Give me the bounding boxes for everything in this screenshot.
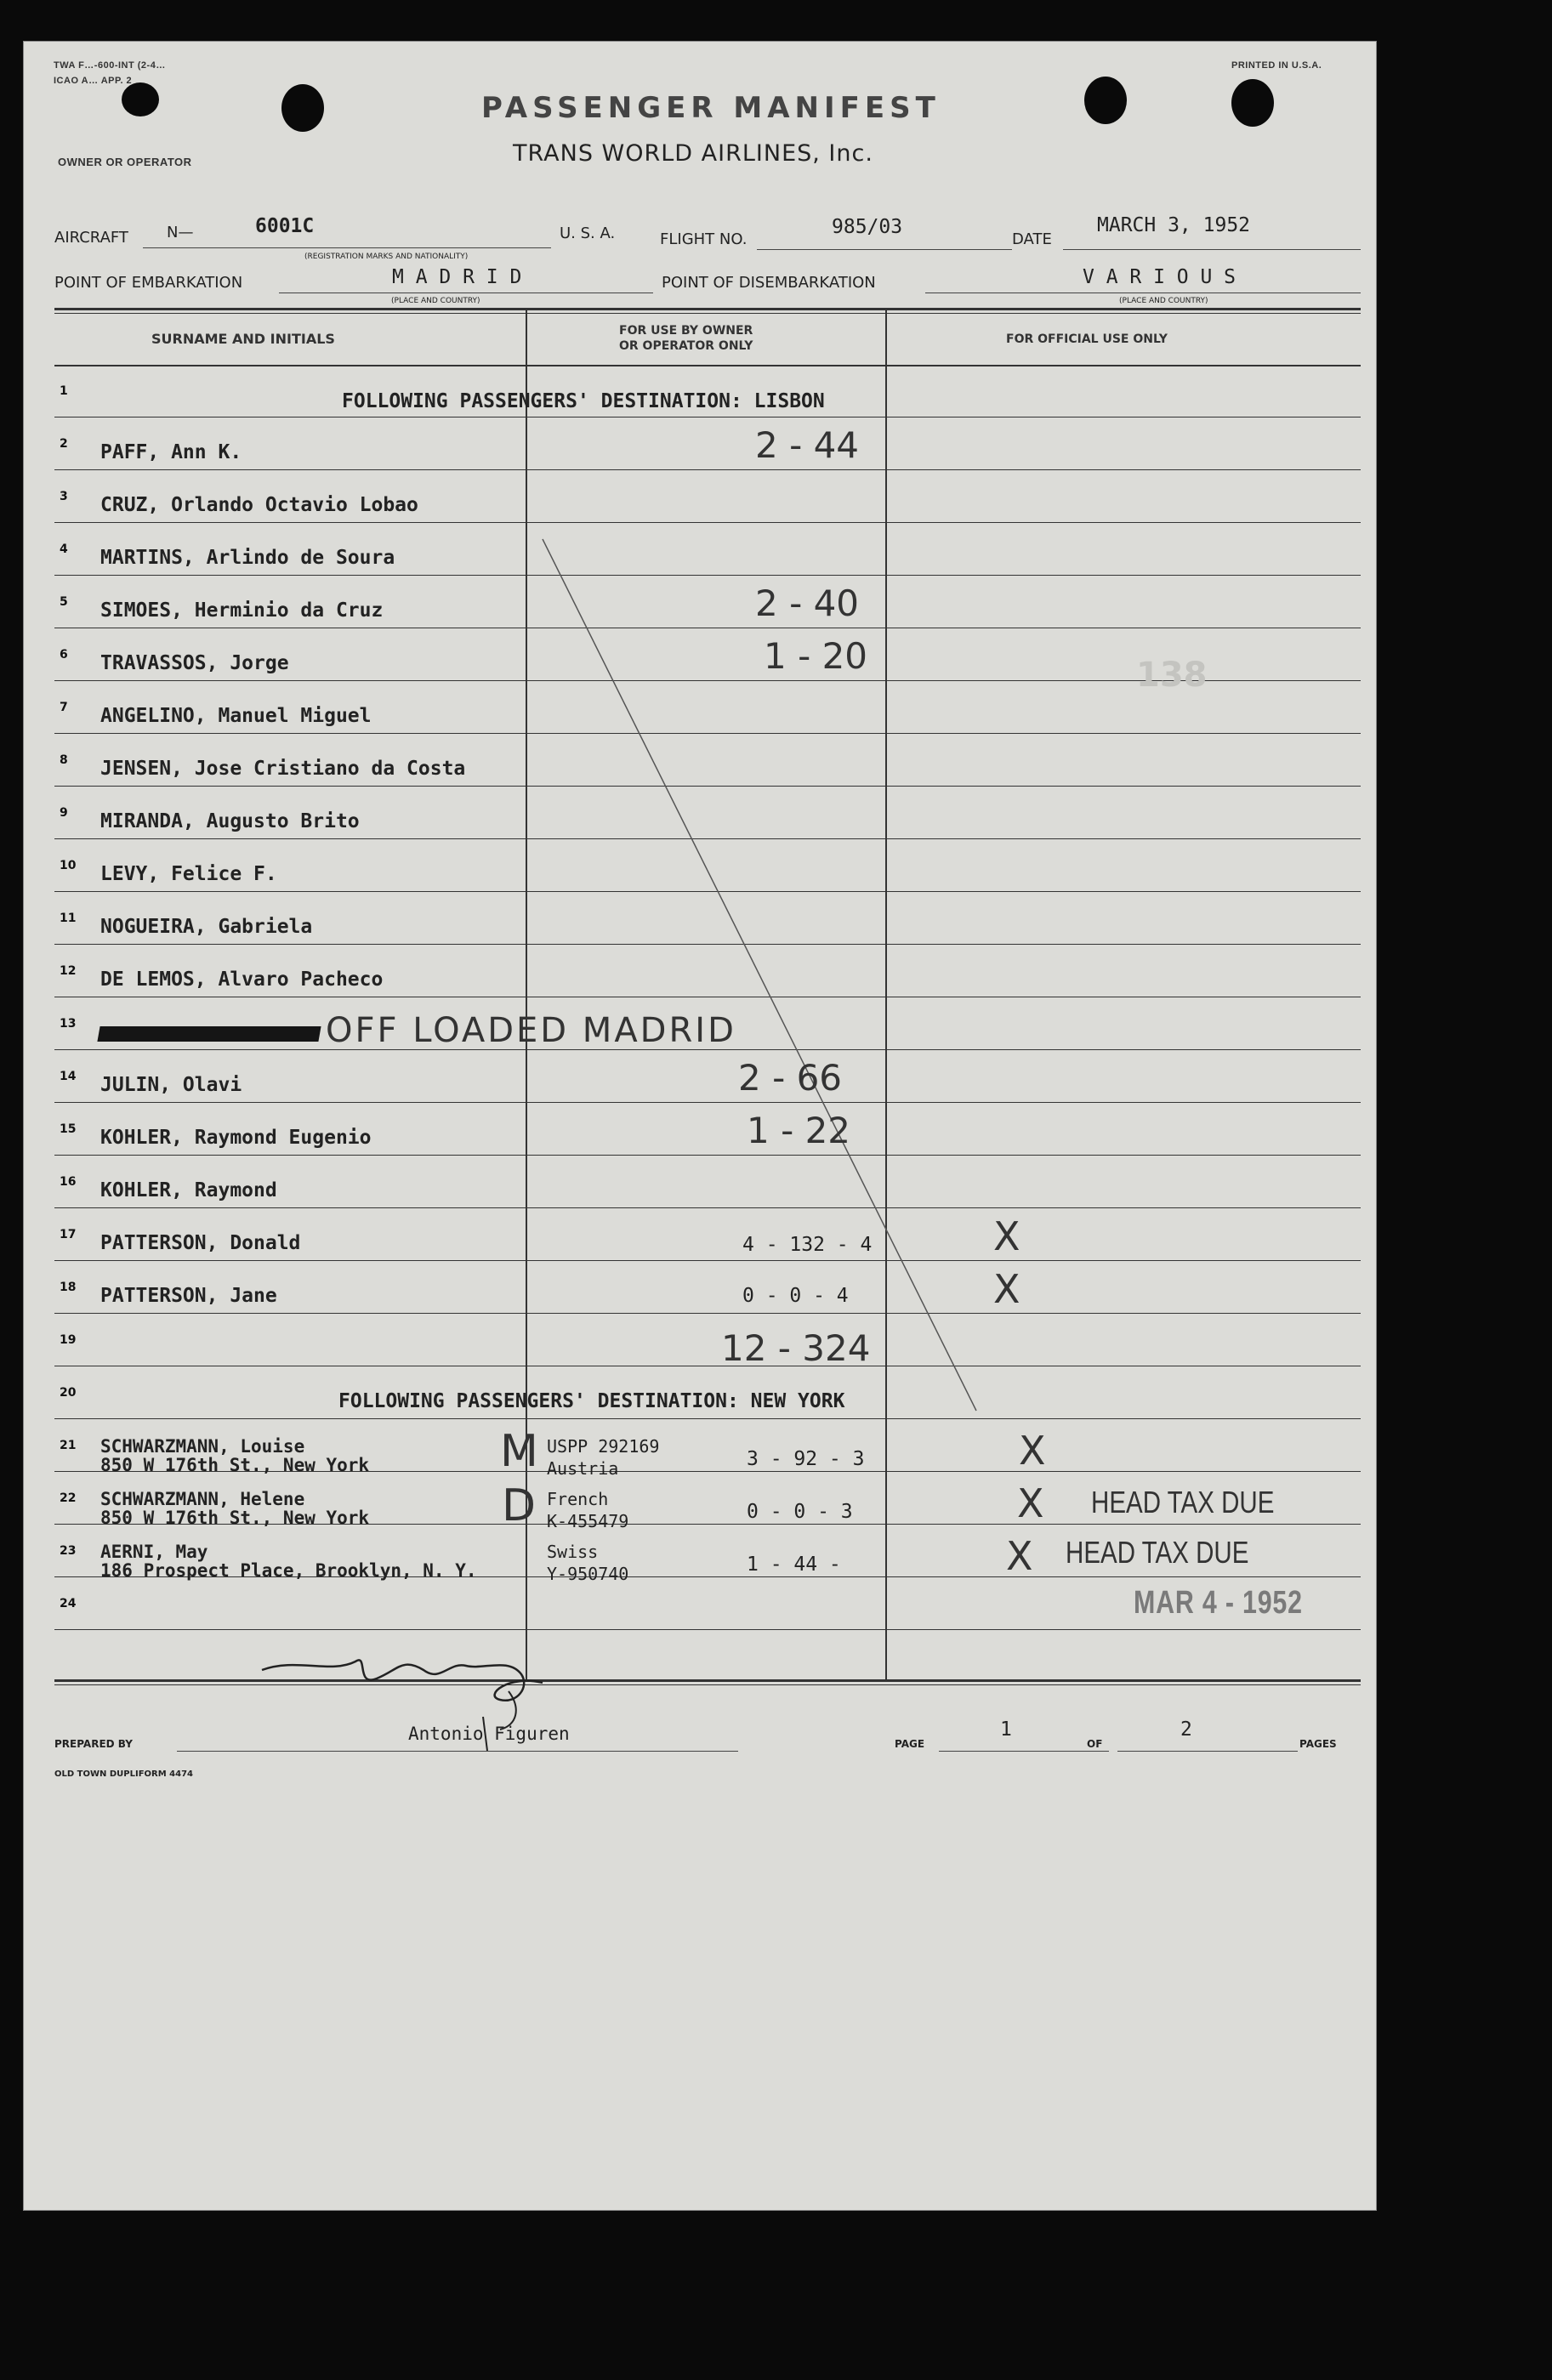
row-number: 11: [60, 912, 77, 925]
row-number: 23: [60, 1544, 77, 1558]
passenger-name: AERNI, May: [100, 1542, 208, 1562]
check-mark-x: X: [1019, 1428, 1046, 1474]
baggage-count: 4 - 132 - 4: [742, 1234, 873, 1256]
page-number: 1: [1000, 1718, 1012, 1741]
passenger-name: PAFF, Ann K.: [100, 441, 242, 463]
passenger-name: JULIN, Olavi: [100, 1074, 242, 1096]
head-tax-note: HEAD TAX DUE: [1066, 1535, 1249, 1570]
baggage-count: 2 - 44: [755, 424, 860, 466]
passenger-address: 850 W 176th St., New York: [100, 1455, 370, 1475]
baggage-count: 1 - 20: [764, 635, 868, 677]
head-tax-note: HEAD TAX DUE: [1091, 1485, 1275, 1519]
row-number: 8: [60, 753, 68, 767]
date-label: DATE: [1012, 230, 1052, 248]
form-code: TWA F…-600-INT (2-4…: [54, 60, 166, 71]
place-note: (PLACE AND COUNTRY): [391, 297, 480, 305]
row-number: 2: [60, 437, 68, 451]
prepared-by-name: Antonio Figuren: [408, 1724, 570, 1744]
redaction-bar: [97, 1026, 321, 1042]
aircraft-label: AIRCRAFT: [54, 229, 128, 247]
passenger-name: TRAVASSOS, Jorge: [100, 652, 289, 674]
check-mark-x: X: [993, 1213, 1020, 1259]
passenger-name: LEVY, Felice F.: [100, 863, 277, 885]
column-header-owner: FOR USE BY OWNER: [619, 324, 753, 338]
baggage-count: 1 - 44 -: [747, 1554, 841, 1576]
passenger-name: MIRANDA, Augusto Brito: [100, 810, 360, 832]
row-number: 10: [60, 859, 77, 872]
passport-number: USPP 292169: [547, 1436, 660, 1457]
baggage-count: 2 - 40: [755, 582, 860, 624]
baggage-count: 2 - 66: [738, 1057, 843, 1099]
offloaded-note: OFF LOADED MADRID: [326, 1011, 736, 1050]
passport-country: Swiss: [547, 1542, 599, 1562]
column-header-official: FOR OFFICIAL USE ONLY: [1006, 332, 1168, 346]
baggage-count: 0 - 0 - 3: [747, 1501, 853, 1523]
row-number: 17: [60, 1228, 77, 1241]
row-number: 6: [60, 648, 68, 662]
date-value: MARCH 3, 1952: [1097, 214, 1251, 236]
row-number: 14: [60, 1070, 77, 1083]
initial-mark: D: [502, 1480, 537, 1531]
passport-number: K-455479: [547, 1511, 629, 1531]
destination-header: FOLLOWING PASSENGERS' DESTINATION: LISBON: [342, 390, 825, 412]
faded-number: 138: [1136, 656, 1208, 695]
printed-note: PRINTED IN U.S.A.: [1231, 60, 1322, 71]
baggage-count: 3 - 92 - 3: [747, 1448, 865, 1470]
row-number: 4: [60, 542, 68, 556]
usa-label: U. S. A.: [560, 224, 616, 242]
flight-value: 985/03: [832, 216, 903, 238]
pages-label: PAGES: [1299, 1738, 1337, 1750]
passenger-name: SCHWARZMANN, Helene: [100, 1489, 305, 1509]
row-number: 18: [60, 1281, 77, 1294]
row-number: 1: [60, 384, 68, 398]
row-number: 20: [60, 1386, 77, 1400]
baggage-count: 0 - 0 - 4: [742, 1285, 849, 1307]
date-stamp: MAR 4 - 1952: [1134, 1585, 1303, 1621]
page-label: PAGE: [895, 1738, 925, 1750]
row-number: 3: [60, 490, 68, 503]
embark-value: M A D R I D: [392, 266, 522, 288]
disembark-label: POINT OF DISEMBARKATION: [662, 274, 876, 292]
row-number: 15: [60, 1122, 77, 1136]
destination-header: FOLLOWING PASSENGERS' DESTINATION: NEW YORK: [338, 1390, 845, 1412]
passenger-name: CRUZ, Orlando Octavio Lobao: [100, 494, 418, 516]
passenger-name: SCHWARZMANN, Louise: [100, 1436, 305, 1457]
column-header-surname: SURNAME AND INITIALS: [151, 331, 335, 347]
passenger-name: PATTERSON, Jane: [100, 1285, 277, 1307]
aircraft-prefix: N—: [167, 224, 194, 241]
embark-label: POINT OF EMBARKATION: [54, 274, 243, 292]
total-pages: 2: [1180, 1718, 1192, 1741]
row-number: 19: [60, 1333, 77, 1347]
owner-label: OWNER OR OPERATOR: [58, 156, 192, 168]
passenger-name: JENSEN, Jose Cristiano da Costa: [100, 758, 466, 780]
place-note: (PLACE AND COUNTRY): [1119, 297, 1208, 305]
column-header-owner: OR OPERATOR ONLY: [619, 339, 753, 353]
row-number: 24: [60, 1597, 77, 1610]
disembark-value: V A R I O U S: [1083, 266, 1236, 288]
row-number: 5: [60, 595, 68, 609]
row-number: 22: [60, 1491, 77, 1505]
passenger-name: SIMOES, Herminio da Cruz: [100, 599, 384, 622]
passenger-name: MARTINS, Arlindo de Soura: [100, 547, 395, 569]
passport-country: Austria: [547, 1458, 619, 1479]
passenger-name: KOHLER, Raymond Eugenio: [100, 1127, 372, 1149]
row-number: 13: [60, 1017, 77, 1031]
baggage-total: 12 - 324: [721, 1327, 871, 1369]
prepared-label: PREPARED BY: [54, 1738, 133, 1750]
row-number: 21: [60, 1439, 77, 1452]
check-mark-x: X: [1006, 1533, 1033, 1579]
flight-label: FLIGHT NO.: [660, 230, 748, 248]
passenger-address: 186 Prospect Place, Brooklyn, N. Y.: [100, 1560, 477, 1581]
row-number: 16: [60, 1175, 77, 1189]
check-mark-x: X: [993, 1266, 1020, 1312]
passenger-name: NOGUEIRA, Gabriela: [100, 916, 313, 938]
passport-number: Y-950740: [547, 1564, 629, 1584]
form-title: PASSENGER MANIFEST: [481, 91, 941, 125]
check-mark-x: X: [1017, 1480, 1044, 1526]
passenger-name: DE LEMOS, Alvaro Pacheco: [100, 968, 384, 991]
aircraft-value: 6001C: [255, 215, 315, 237]
of-label: OF: [1087, 1738, 1103, 1750]
form-code: ICAO A… APP. 2: [54, 76, 133, 86]
manifest-sheet: [23, 41, 1377, 2211]
passenger-name: ANGELINO, Manuel Miguel: [100, 705, 372, 727]
passenger-name: KOHLER, Raymond: [100, 1179, 277, 1201]
row-number: 12: [60, 964, 77, 978]
baggage-count: 1 - 22: [747, 1110, 851, 1151]
printer-mark: OLD TOWN DUPLIFORM 4474: [54, 1769, 193, 1779]
registration-note: (REGISTRATION MARKS AND NATIONALITY): [304, 253, 469, 261]
passenger-address: 850 W 176th St., New York: [100, 1508, 370, 1528]
passenger-name: PATTERSON, Donald: [100, 1232, 301, 1254]
row-number: 9: [60, 806, 68, 820]
row-number: 7: [60, 701, 68, 714]
initial-mark: M: [500, 1426, 538, 1477]
airline-name: TRANS WORLD AIRLINES, Inc.: [513, 140, 873, 167]
passport-country: French: [547, 1489, 609, 1509]
